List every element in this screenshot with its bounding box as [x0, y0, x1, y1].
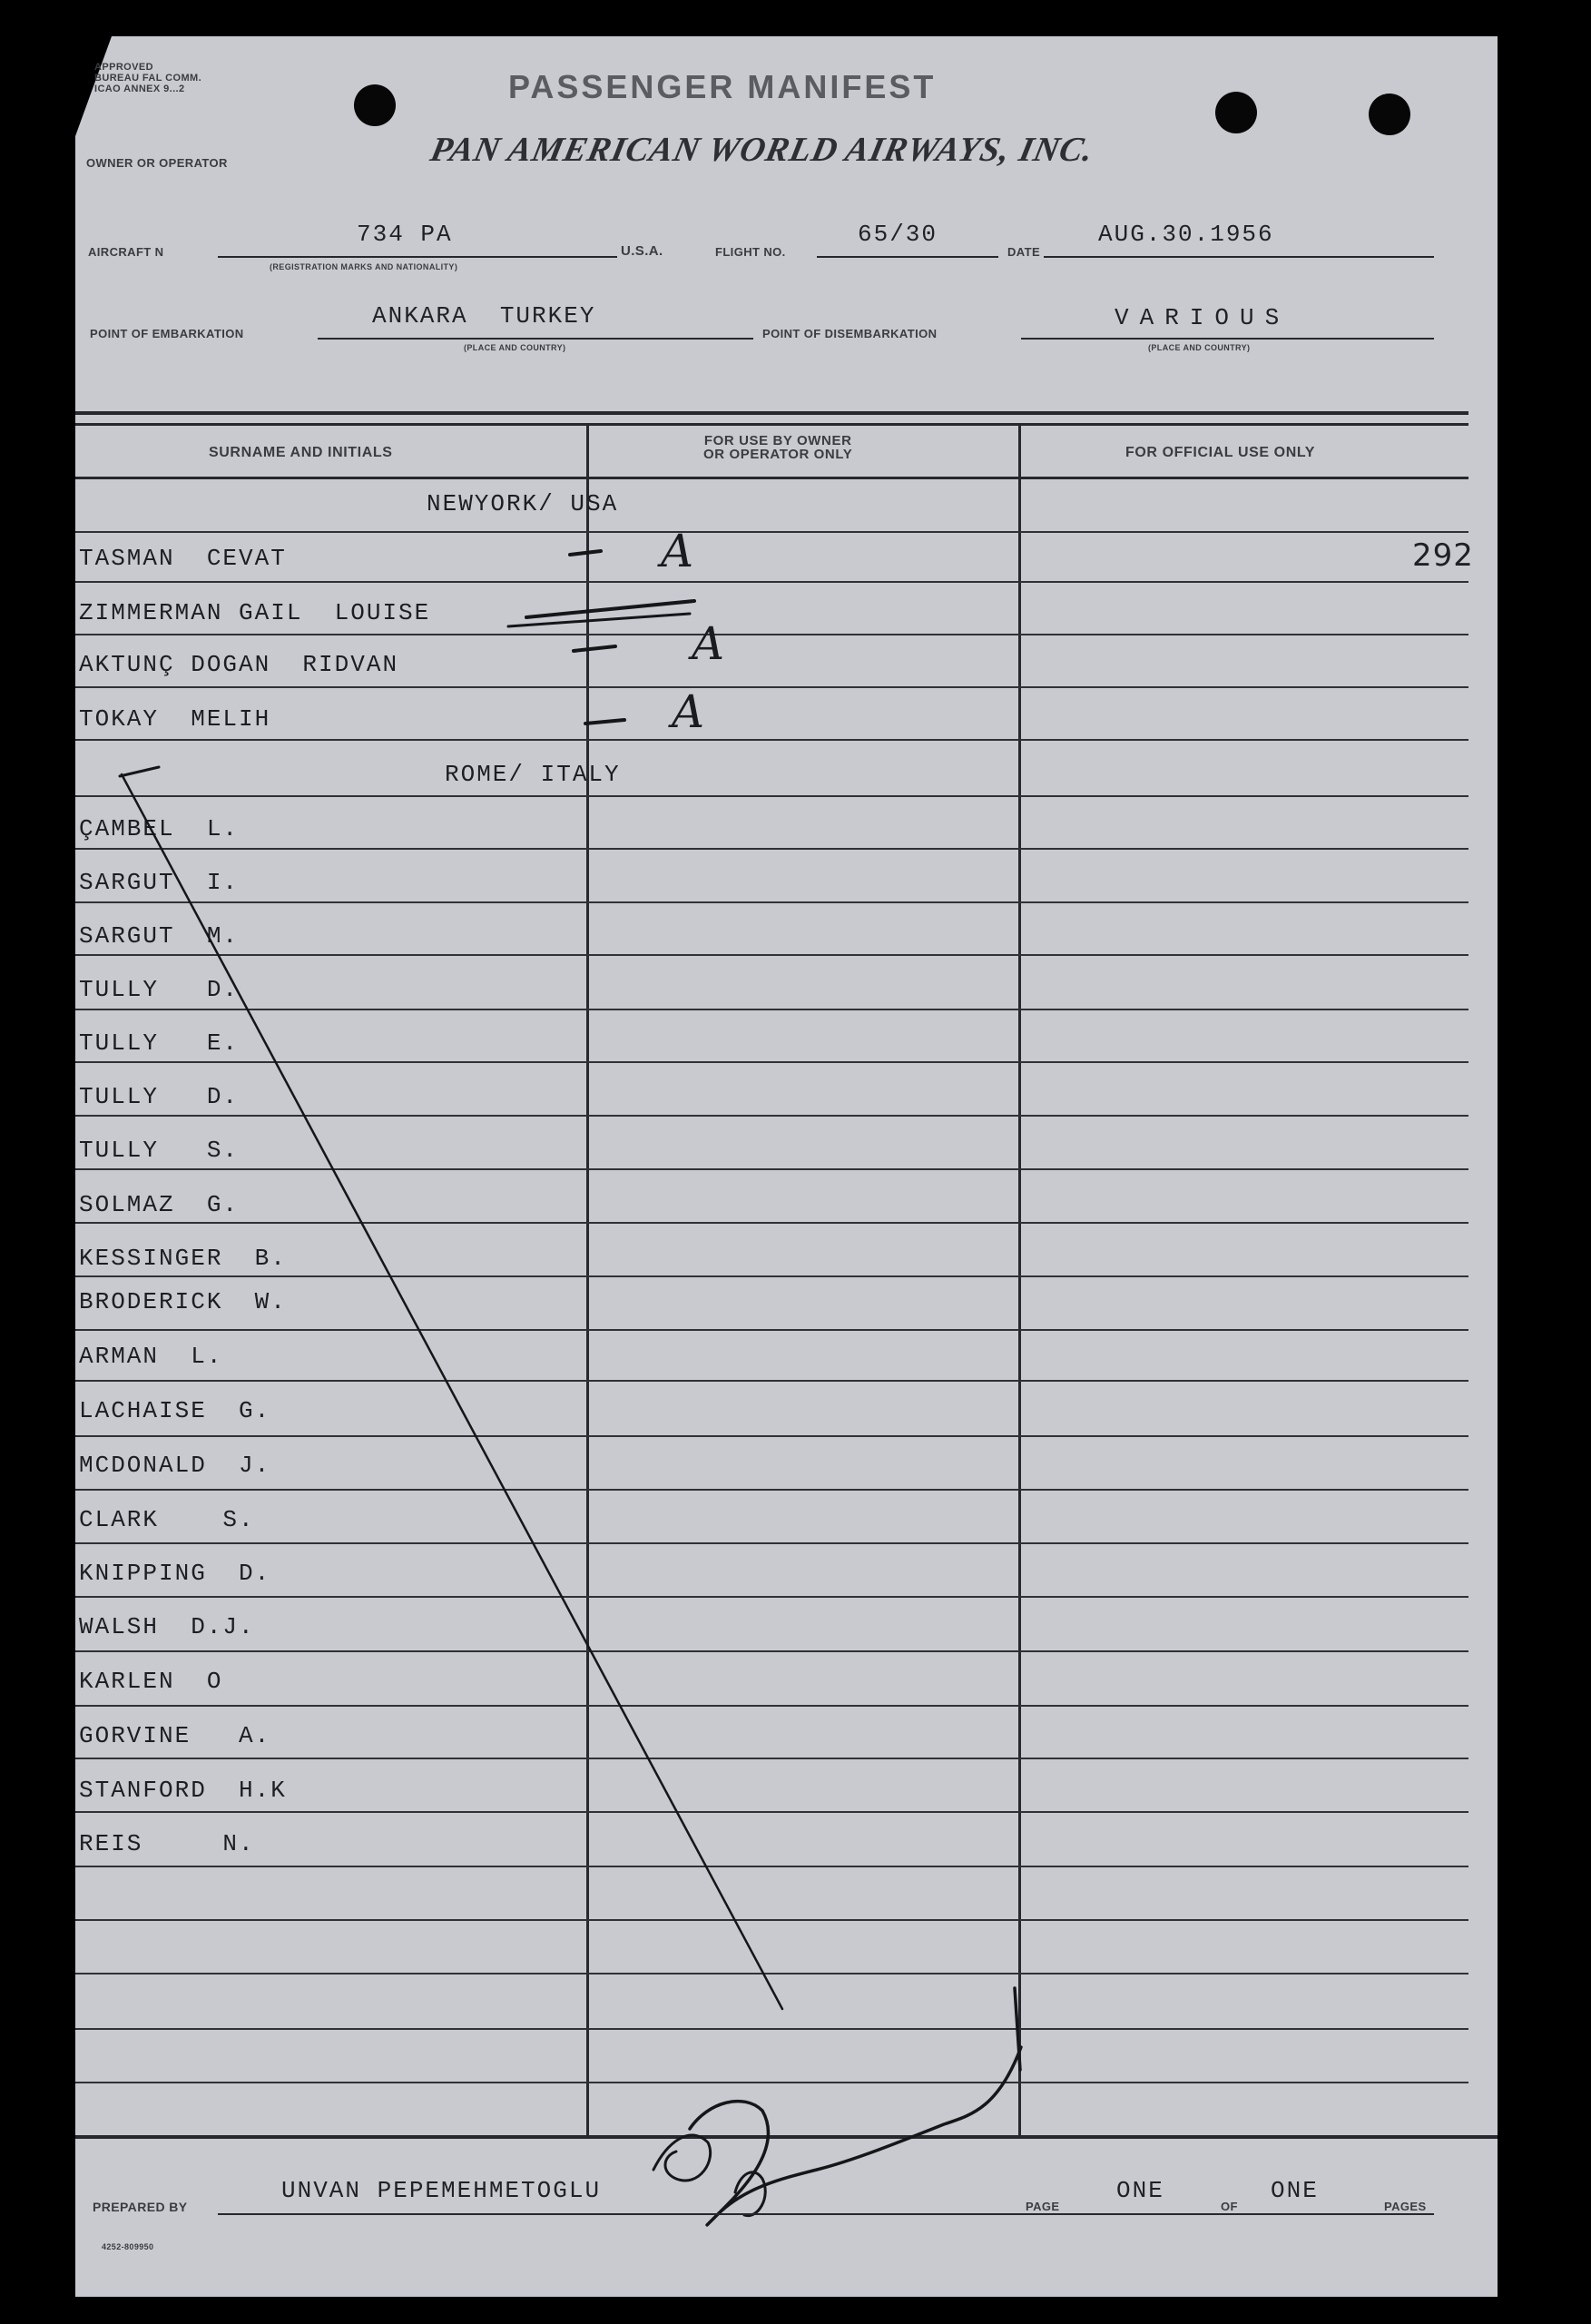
disembarkation-label: POINT OF DISEMBARKATION — [762, 327, 938, 340]
passenger-name: CLARK S. — [79, 1506, 255, 1533]
handwritten-mark: A — [661, 525, 694, 577]
prepared-value: UNVAN PEPEMEHMETOGLU — [281, 2177, 602, 2204]
passenger-name: TULLY D. — [79, 976, 240, 1003]
embarkation-label: POINT OF EMBARKATION — [90, 327, 244, 340]
pen-dash — [570, 551, 601, 555]
date-label: DATE — [1007, 245, 1041, 259]
passenger-name: REIS N. — [79, 1830, 255, 1857]
passenger-name: SARGUT M. — [79, 922, 240, 950]
passenger-name: ARMAN L. — [79, 1343, 223, 1370]
passenger-name: GORVINE A. — [79, 1722, 271, 1749]
page-number-stamp: 292 — [1412, 537, 1474, 574]
date-value: AUG.30.1956 — [1098, 221, 1274, 248]
passenger-name: ÇAMBEL L. — [79, 815, 240, 842]
usa-label: U.S.A. — [621, 243, 663, 259]
prepared-label: PREPARED BY — [93, 2200, 188, 2214]
page-value: ONE — [1116, 2177, 1164, 2204]
passenger-name: SARGUT I. — [79, 869, 240, 896]
passenger-name: BRODERICK W. — [79, 1288, 287, 1315]
passenger-name: LACHAISE G. — [79, 1397, 271, 1424]
disembarkation-value: VARIOUS — [1115, 304, 1291, 331]
handwritten-mark: A — [672, 685, 705, 738]
aircraft-label: AIRCRAFT N — [88, 245, 164, 259]
pages-label: PAGES — [1384, 2200, 1427, 2213]
passenger-name: ZIMMERMAN GAIL LOUISE — [79, 599, 431, 626]
aircraft-value: 734 PA — [357, 221, 453, 248]
passenger-name: TOKAY MELIH — [79, 705, 271, 733]
passenger-name: STANFORD H.K — [79, 1777, 287, 1804]
passenger-name: AKTUNÇ DOGAN RIDVAN — [79, 651, 399, 678]
signature-loop — [653, 2135, 711, 2181]
pen-dash — [574, 646, 615, 651]
passenger-name: TULLY S. — [79, 1137, 240, 1164]
footer-underline — [218, 2213, 1434, 2215]
column-header-surname: SURNAME AND INITIALS — [209, 445, 393, 460]
passenger-name: KESSINGER B. — [79, 1245, 287, 1272]
destination-heading: NEWYORK/ USA — [427, 490, 619, 517]
passenger-name: KARLEN O — [79, 1668, 223, 1695]
pen-strike-start — [120, 767, 159, 776]
page-label: PAGE — [1026, 2200, 1060, 2213]
pen-dash — [585, 720, 624, 724]
of-label: OF — [1221, 2200, 1238, 2213]
destination-heading: ROME/ ITALY — [445, 761, 621, 788]
passenger-name: TULLY D. — [79, 1083, 240, 1110]
flight-label: FLIGHT NO. — [715, 245, 786, 259]
flight-value: 65/30 — [858, 221, 938, 248]
column-header-official-use: FOR OFFICIAL USE ONLY — [1125, 445, 1316, 460]
registration-caption: (REGISTRATION MARKS AND NATIONALITY) — [270, 262, 458, 271]
passenger-name: TULLY E. — [79, 1029, 240, 1057]
passenger-name: SOLMAZ G. — [79, 1191, 240, 1218]
passenger-name: KNIPPING D. — [79, 1560, 271, 1587]
place-caption-embarkation: (PLACE AND COUNTRY) — [464, 343, 566, 352]
signature — [690, 1988, 1021, 2225]
embarkation-value: ANKARA TURKEY — [372, 302, 596, 330]
passenger-name: WALSH D.J. — [79, 1613, 255, 1640]
place-caption-disembarkation: (PLACE AND COUNTRY) — [1148, 343, 1251, 352]
airline-name: PAN AMERICAN WORLD AIRWAYS, INC. — [427, 131, 1098, 169]
of-value: ONE — [1271, 2177, 1319, 2204]
page-title: PASSENGER MANIFEST — [508, 68, 937, 105]
passenger-name: MCDONALD J. — [79, 1452, 271, 1479]
passenger-name: TASMAN CEVAT — [79, 545, 287, 572]
handwritten-mark: A — [692, 617, 725, 670]
approval-stamp: APPROVED BUREAU FAL COMM. ICAO ANNEX 9...2 — [94, 62, 202, 94]
column-header-owner-use: FOR USE BY OWNER OR OPERATOR ONLY — [703, 433, 853, 462]
diagonal-strike-line — [122, 774, 782, 2009]
owner-label: OWNER OR OPERATOR — [86, 156, 228, 170]
form-number: 4252-809950 — [102, 2242, 154, 2251]
